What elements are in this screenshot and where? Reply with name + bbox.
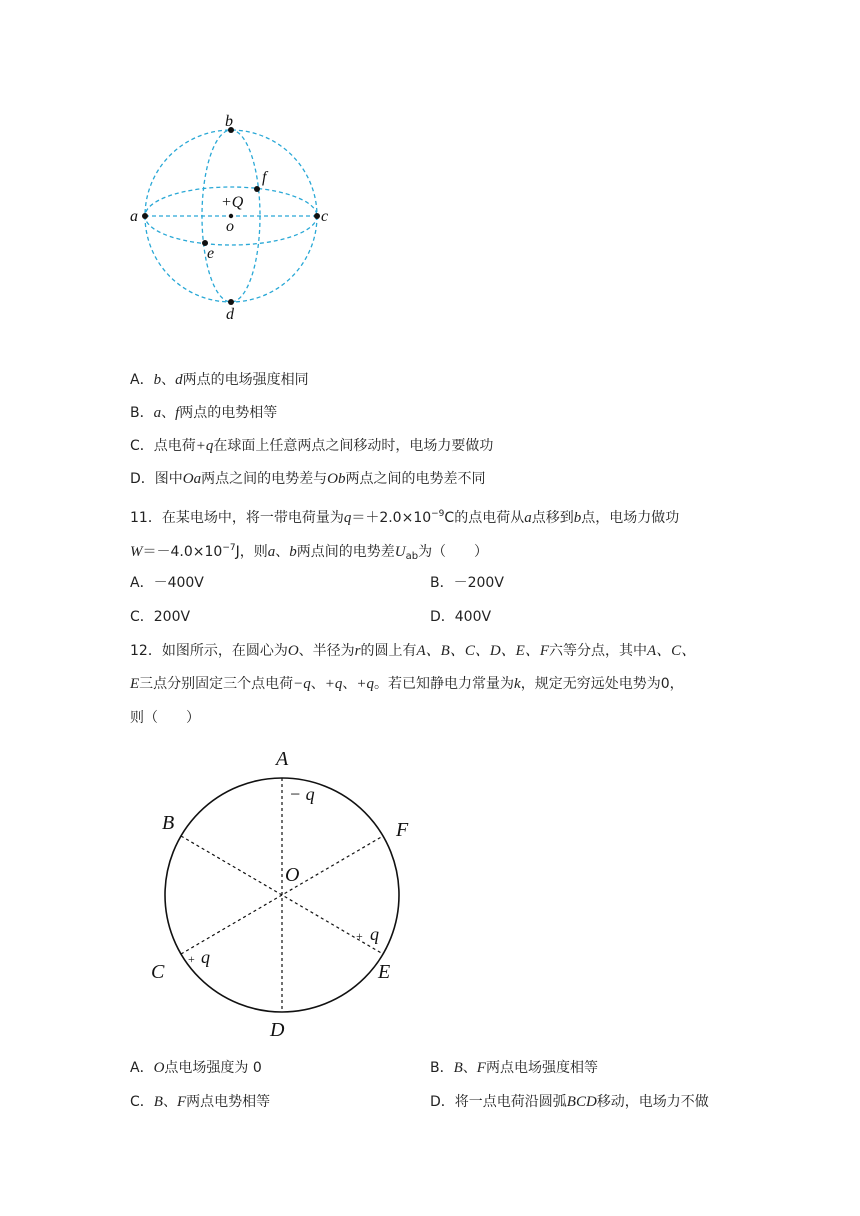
- label-c: c: [321, 208, 329, 225]
- q11-stem-line2: $W=-4.0\times 10^{-7}J$，则a、b两点间的电势差$U_{ab}$为（ ）: [130, 543, 489, 562]
- q10-option-b[interactable]: B．a、f两点的电势相等: [130, 405, 278, 421]
- q11-option-b[interactable]: B．－200V: [430, 575, 504, 591]
- label-A: A: [276, 748, 289, 770]
- label-O: O: [285, 864, 300, 886]
- point-a: [142, 213, 148, 219]
- label-B: B: [162, 812, 175, 834]
- label-C: C: [151, 961, 165, 983]
- charge-pos-q-e: q: [370, 924, 379, 944]
- q11-option-a[interactable]: A．－400V: [130, 575, 204, 591]
- label-o: o: [226, 218, 234, 235]
- label-e: e: [207, 245, 215, 262]
- circle-diagram: [140, 740, 430, 1050]
- q11-option-d[interactable]: D．400V: [430, 609, 492, 625]
- label-E: E: [378, 961, 391, 983]
- sphere-diagram: [120, 110, 350, 325]
- q11-option-c[interactable]: C．200V: [130, 609, 191, 625]
- q12-stem-line1: 12．如图所示，在圆心为O、半径为r的圆上有A、B、C、D、E、F六等分点，其中A、C、: [130, 643, 697, 659]
- q10-option-d[interactable]: D．图中Oa两点之间的电势差与Ob两点之间的电势差不同: [130, 471, 486, 487]
- q12-option-c[interactable]: C．B、F两点电势相等: [130, 1094, 271, 1110]
- label-charge: +Q: [221, 194, 244, 211]
- q12-stem-line3: 则（ ）: [130, 710, 200, 726]
- label-F: F: [396, 819, 409, 841]
- label-D: D: [270, 1019, 285, 1041]
- label-d: d: [226, 306, 234, 323]
- plus-sign-c: +: [188, 952, 195, 966]
- charge-neg-q: − q: [289, 784, 315, 804]
- q10-option-c[interactable]: C．点电荷+q在球面上任意两点之间移动时，电场力要做功: [130, 438, 494, 454]
- label-a: a: [130, 208, 138, 225]
- point-d: [228, 299, 234, 305]
- charge-pos-q-c: q: [201, 947, 210, 967]
- label-f: f: [262, 169, 267, 186]
- q10-option-a[interactable]: A．b、d两点的电场强度相同: [130, 372, 309, 388]
- q11-stem-line1: 11．在某电场中，将一带电荷量为$q=+2.0\times 10^{-9}C$的点电荷从a点移到b点，电场力做功: [130, 509, 680, 526]
- plus-sign-e: +: [356, 929, 363, 943]
- point-f: [254, 186, 260, 192]
- point-c: [314, 213, 320, 219]
- q12-option-d[interactable]: D．将一点电荷沿圆弧BCD移动，电场力不做: [430, 1094, 709, 1110]
- label-b: b: [225, 113, 233, 130]
- q12-option-a[interactable]: A．O点电场强度为 0: [130, 1060, 262, 1076]
- q12-option-b[interactable]: B．B、F两点电场强度相等: [430, 1060, 598, 1076]
- q12-stem-line2: E三点分别固定三个点电荷−q、+q、+q。若已知静电力常量为k，规定无穷远处电势为0，: [130, 676, 684, 692]
